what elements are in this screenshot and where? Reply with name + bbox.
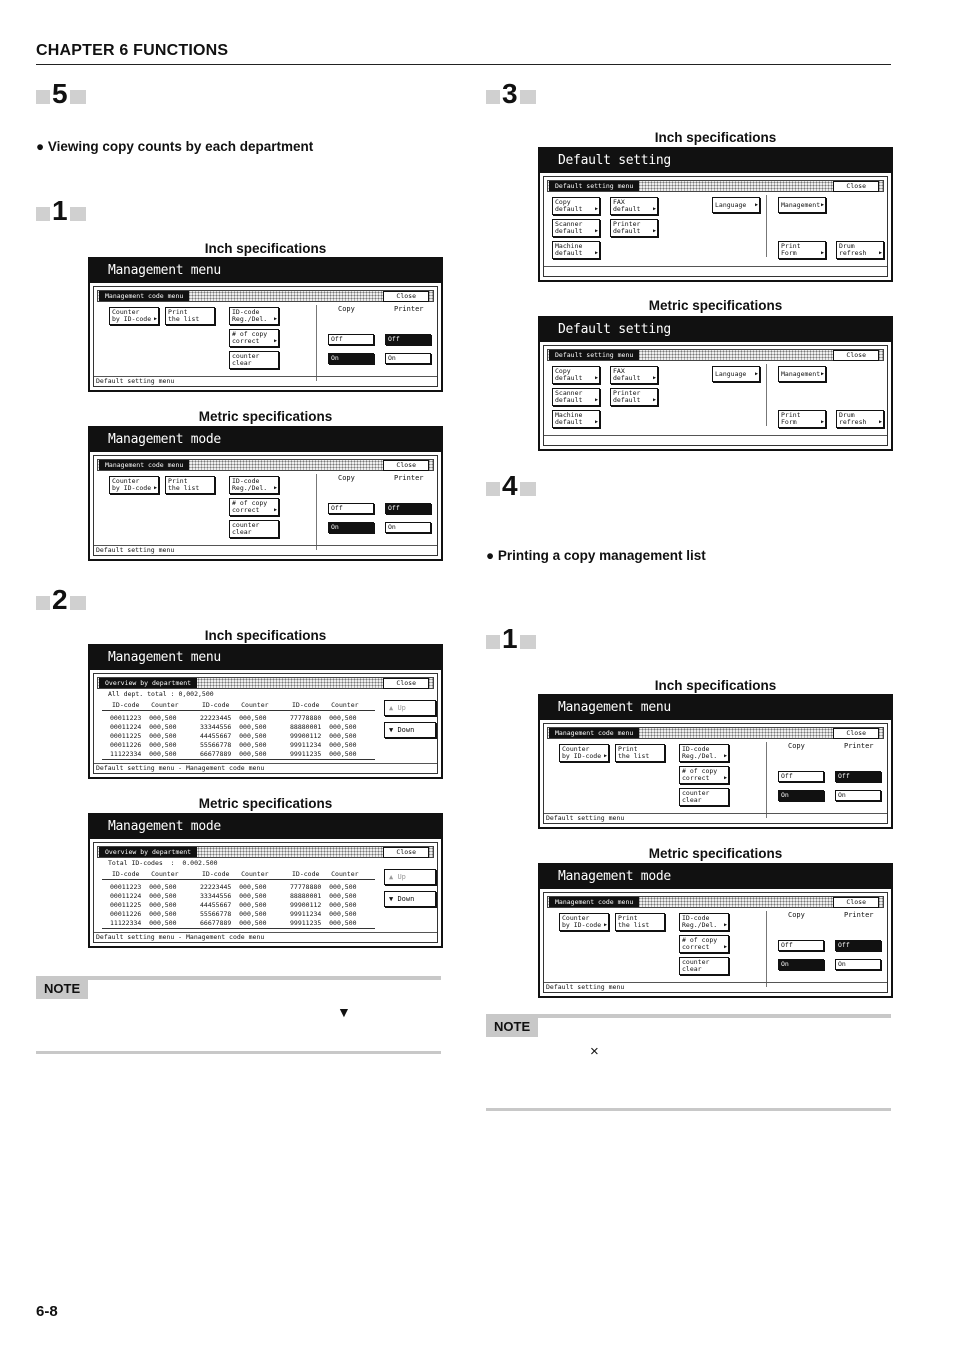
scroll-down-button[interactable]: ▼ Down bbox=[384, 722, 436, 738]
copy-on-button[interactable]: On bbox=[328, 353, 374, 364]
table-row: 11122334 000,500 66677889 000,500 99911235 000,500 bbox=[110, 919, 357, 927]
tab-label: Overview by department bbox=[99, 847, 197, 857]
counter-clear-button[interactable]: counter clear bbox=[229, 520, 279, 538]
copy-default-button[interactable]: Copy default ▶ bbox=[552, 366, 600, 384]
counter-by-id-button[interactable]: Counter by ID-code ▶ bbox=[559, 913, 609, 931]
step-number: 2 bbox=[52, 584, 68, 615]
bullet-text: Printing a copy management list bbox=[497, 548, 706, 563]
copy-label: Copy bbox=[788, 742, 805, 750]
panel-footer: Default setting menu bbox=[94, 545, 437, 555]
down-arrow-icon: ▼ bbox=[389, 895, 398, 903]
panel-footer: Default setting menu bbox=[544, 813, 887, 823]
chapter-header: CHAPTER 6 FUNCTIONS bbox=[36, 42, 229, 59]
copy-on-button[interactable]: On bbox=[328, 522, 374, 533]
panel-footer: Default setting menu bbox=[544, 982, 887, 992]
department-overview-panel-metric bbox=[88, 813, 443, 948]
spec-label: Inch specifications bbox=[204, 628, 327, 643]
panel-title: Management menu bbox=[90, 646, 441, 670]
department-overview-panel-inch bbox=[88, 644, 443, 779]
table-row: 11122334 000,500 66677889 000,500 99911235 000,500 bbox=[110, 750, 357, 758]
copy-on-button[interactable]: On bbox=[778, 790, 824, 801]
copy-off-button[interactable]: Off bbox=[778, 940, 824, 951]
spec-label: Metric specifications bbox=[198, 796, 333, 811]
down-triangle-icon: ▼ bbox=[337, 1004, 351, 1020]
header-rule bbox=[36, 64, 891, 65]
close-button[interactable]: Close bbox=[833, 897, 879, 908]
machine-default-button[interactable]: Machine default ▶ bbox=[552, 241, 600, 259]
printer-on-button[interactable]: On bbox=[385, 522, 431, 533]
table-row: 00011224 000,500 33344556 000,500 88880001 000,500 bbox=[110, 723, 357, 731]
tab-label: Overview by department bbox=[99, 678, 197, 688]
panel-title: Default setting bbox=[540, 318, 891, 342]
scanner-default-button[interactable]: Scanner default ▶ bbox=[552, 388, 600, 406]
copy-on-button[interactable]: On bbox=[778, 959, 824, 970]
scanner-default-button[interactable]: Scanner default ▶ bbox=[552, 219, 600, 237]
spec-label: Metric specifications bbox=[198, 409, 333, 424]
printer-label: Printer bbox=[394, 305, 424, 313]
panel-title: Management menu bbox=[540, 696, 891, 720]
table-row: 00011223 000,500 22223445 000,500 77778880 000,500 bbox=[110, 714, 357, 722]
note-label: NOTE bbox=[486, 1016, 538, 1037]
copy-default-button[interactable]: Copy default ▶ bbox=[552, 197, 600, 215]
counter-clear-button[interactable]: counter clear bbox=[679, 957, 729, 975]
default-setting-panel-metric bbox=[538, 316, 893, 451]
id-code-reg-button[interactable]: ID-code Reg./Del. ▶ bbox=[229, 307, 279, 325]
close-button[interactable]: Close bbox=[383, 678, 429, 689]
tab-label: Management code menu bbox=[549, 728, 639, 738]
note-top-rule bbox=[486, 1014, 891, 1018]
id-code-reg-button[interactable]: ID-code Reg./Del. ▶ bbox=[679, 744, 729, 762]
up-arrow-icon: ▲ bbox=[389, 873, 398, 881]
spec-label: Inch specifications bbox=[654, 678, 777, 693]
tab-label: Management code menu bbox=[549, 897, 639, 907]
printer-label: Printer bbox=[394, 474, 424, 482]
table-row: 00011224 000,500 33344556 000,500 88880001 000,500 bbox=[110, 892, 357, 900]
note-label: NOTE bbox=[36, 978, 88, 999]
close-button[interactable]: Close bbox=[833, 181, 879, 192]
management-panel-metric bbox=[88, 426, 443, 561]
copy-off-button[interactable]: Off bbox=[778, 771, 824, 782]
panel-title: Default setting bbox=[540, 149, 891, 173]
table-header: ID-code Counter ID-code Counter ID-code Counter bbox=[112, 870, 359, 878]
step-number: 4 bbox=[502, 470, 518, 501]
language-button[interactable]: Language ▶ bbox=[712, 197, 760, 213]
print-list-button[interactable]: Print the list bbox=[165, 476, 215, 494]
print-list-button[interactable]: Print the list bbox=[615, 913, 665, 931]
management-panel-metric bbox=[538, 863, 893, 998]
spec-label: Inch specifications bbox=[204, 241, 327, 256]
copy-correct-button[interactable]: # of copy correct ▶ bbox=[229, 498, 279, 516]
close-button[interactable]: Close bbox=[383, 291, 429, 302]
panel-title: Management mode bbox=[90, 815, 441, 839]
tab-label: Default setting menu bbox=[549, 350, 639, 360]
panel-footer: Default setting menu - Management code menu bbox=[94, 932, 437, 942]
table-row: 00011226 000,500 55566778 000,500 99911234 000,500 bbox=[110, 741, 357, 749]
counter-by-id-button[interactable]: Counter by ID-code ▶ bbox=[559, 744, 609, 762]
spec-label: Inch specifications bbox=[654, 130, 777, 145]
fax-default-button[interactable]: FAX default ▶ bbox=[610, 366, 658, 384]
copy-off-button[interactable]: Off bbox=[328, 334, 374, 345]
print-list-button[interactable]: Print the list bbox=[165, 307, 215, 325]
machine-default-button[interactable]: Machine default ▶ bbox=[552, 410, 600, 428]
panel-footer: Default setting menu bbox=[94, 376, 437, 386]
step-number: 1 bbox=[502, 623, 518, 654]
note-bottom-rule bbox=[36, 1051, 441, 1054]
bullet-viewing-copy-counts: ● Viewing copy counts by each department bbox=[36, 139, 314, 154]
table-header: ID-code Counter ID-code Counter ID-code Counter bbox=[112, 701, 359, 709]
note-bottom-rule bbox=[486, 1108, 891, 1111]
panel-title: Management mode bbox=[540, 865, 891, 889]
scroll-up-button[interactable]: ▲ Up bbox=[384, 700, 436, 716]
copy-label: Copy bbox=[788, 911, 805, 919]
printer-on-button[interactable]: On bbox=[835, 959, 881, 970]
tab-label: Default setting menu bbox=[549, 181, 639, 191]
printer-off-button[interactable]: Off bbox=[835, 771, 881, 782]
counter-by-id-button[interactable]: Counter by ID-code ▶ bbox=[109, 307, 159, 325]
close-button[interactable]: Close bbox=[833, 350, 879, 361]
counter-clear-button[interactable]: counter clear bbox=[229, 351, 279, 369]
close-button[interactable]: Close bbox=[383, 847, 429, 858]
fax-default-button[interactable]: FAX default ▶ bbox=[610, 197, 658, 215]
printer-on-button[interactable]: On bbox=[835, 790, 881, 801]
management-panel-inch bbox=[538, 694, 893, 829]
bullet-printing-list: ● Printing a copy management list bbox=[486, 548, 706, 563]
total-count: Total ID-codes : 0.002.500 bbox=[108, 859, 218, 867]
counter-clear-button[interactable]: counter clear bbox=[679, 788, 729, 806]
printer-label: Printer bbox=[844, 911, 874, 919]
note-top-rule bbox=[36, 976, 441, 980]
copy-correct-button[interactable]: # of copy correct ▶ bbox=[679, 935, 729, 953]
default-setting-panel-inch bbox=[538, 147, 893, 282]
print-form-button[interactable]: Print Form ▶ bbox=[778, 410, 826, 428]
printer-on-button[interactable]: On bbox=[385, 353, 431, 364]
table-row: 00011225 000,500 44455667 000,500 99900112 000,500 bbox=[110, 732, 357, 740]
copy-correct-button[interactable]: # of copy correct ▶ bbox=[229, 329, 279, 347]
printer-off-button[interactable]: Off bbox=[835, 940, 881, 951]
copy-label: Copy bbox=[338, 474, 355, 482]
panel-footer: Default setting menu - Management code menu bbox=[94, 763, 437, 773]
management-button[interactable]: Management ▶ bbox=[778, 366, 826, 382]
printer-off-button[interactable]: Off bbox=[385, 503, 431, 514]
print-list-button[interactable]: Print the list bbox=[615, 744, 665, 762]
scroll-up-button[interactable]: ▲ Up bbox=[384, 869, 436, 885]
drum-refresh-button[interactable]: Drum refresh ▶ bbox=[836, 410, 884, 428]
print-form-button[interactable]: Print Form ▶ bbox=[778, 241, 826, 259]
bullet-text: Viewing copy counts by each department bbox=[47, 139, 314, 154]
drum-refresh-button[interactable]: Drum refresh ▶ bbox=[836, 241, 884, 259]
close-button[interactable]: Close bbox=[833, 728, 879, 739]
language-button[interactable]: Language ▶ bbox=[712, 366, 760, 382]
panel-title: Management mode bbox=[90, 428, 441, 452]
panel-title: Management menu bbox=[90, 259, 441, 283]
printer-off-button[interactable]: Off bbox=[385, 334, 431, 345]
id-code-reg-button[interactable]: ID-code Reg./Del. ▶ bbox=[679, 913, 729, 931]
printer-label: Printer bbox=[844, 742, 874, 750]
management-button[interactable]: Management ▶ bbox=[778, 197, 826, 213]
step-number: 5 bbox=[52, 78, 68, 109]
panel-footer bbox=[544, 435, 887, 445]
table-row: 00011225 000,500 44455667 000,500 99900112 000,500 bbox=[110, 901, 357, 909]
panel-footer bbox=[544, 266, 887, 276]
spec-label: Metric specifications bbox=[648, 846, 783, 861]
copy-off-button[interactable]: Off bbox=[328, 503, 374, 514]
tab-label: Management code menu bbox=[99, 460, 189, 470]
table-row: 00011223 000,500 22223445 000,500 77778880 000,500 bbox=[110, 883, 357, 891]
total-count: All dept. total : 0,002,500 bbox=[108, 690, 214, 698]
table-row: 00011226 000,500 55566778 000,500 99911234 000,500 bbox=[110, 910, 357, 918]
management-panel-inch bbox=[88, 257, 443, 392]
printer-default-button[interactable]: Printer default ▶ bbox=[610, 388, 658, 406]
counter-by-id-button[interactable]: Counter by ID-code ▶ bbox=[109, 476, 159, 494]
step-number: 1 bbox=[52, 195, 68, 226]
id-code-reg-button[interactable]: ID-code Reg./Del. ▶ bbox=[229, 476, 279, 494]
multiply-icon: × bbox=[590, 1043, 599, 1060]
up-arrow-icon: ▲ bbox=[389, 704, 398, 712]
close-button[interactable]: Close bbox=[383, 460, 429, 471]
copy-label: Copy bbox=[338, 305, 355, 313]
spec-label: Metric specifications bbox=[648, 298, 783, 313]
scroll-down-button[interactable]: ▼ Down bbox=[384, 891, 436, 907]
step-number: 3 bbox=[502, 78, 518, 109]
copy-correct-button[interactable]: # of copy correct ▶ bbox=[679, 766, 729, 784]
down-arrow-icon: ▼ bbox=[389, 726, 398, 734]
page-number: 6-8 bbox=[36, 1303, 58, 1320]
tab-label: Management code menu bbox=[99, 291, 189, 301]
printer-default-button[interactable]: Printer default ▶ bbox=[610, 219, 658, 237]
